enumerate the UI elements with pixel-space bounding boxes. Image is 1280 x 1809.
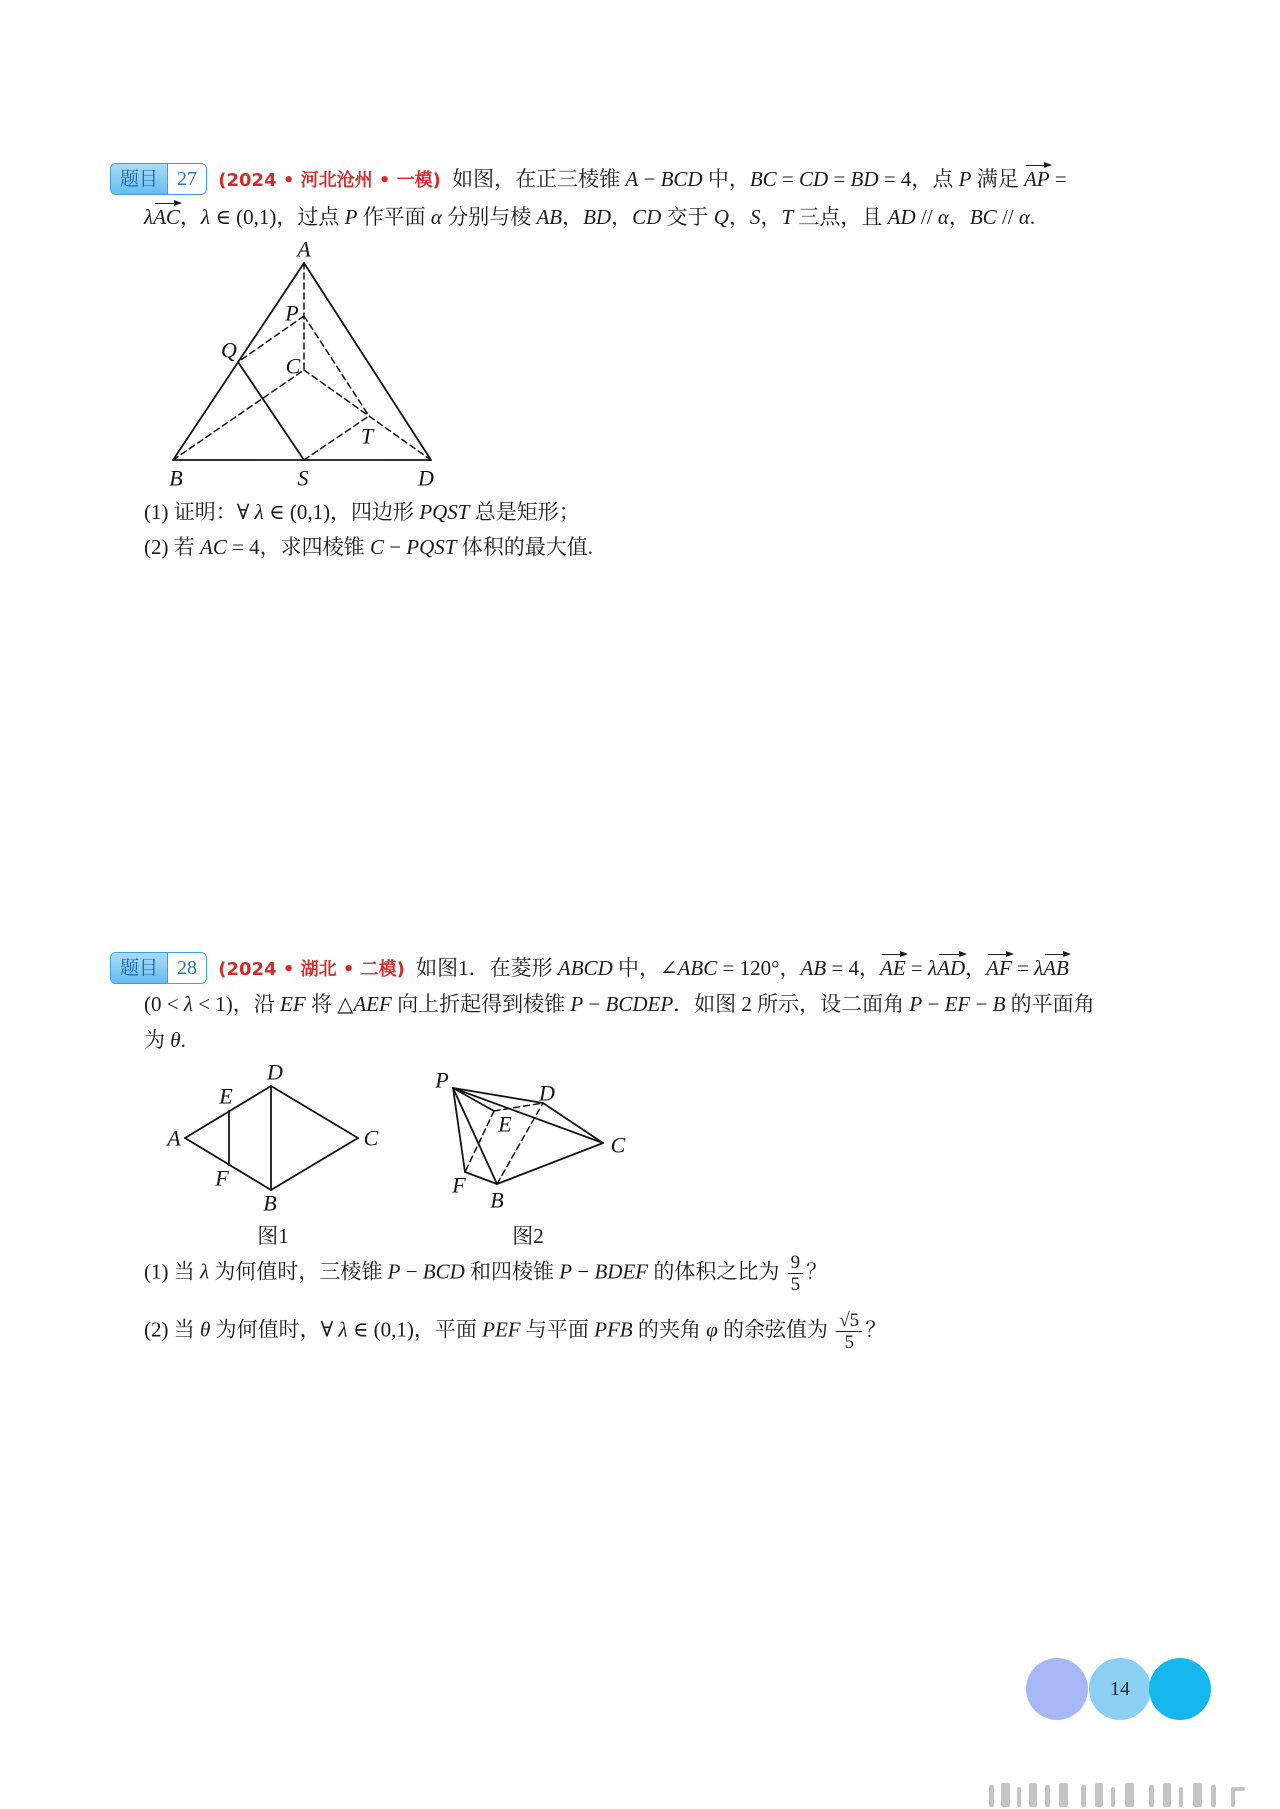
text-run: −	[970, 992, 993, 1016]
math-symbol: BCD	[422, 1259, 465, 1284]
page-number: 14	[1110, 1678, 1130, 1700]
text-run: 将 △	[305, 992, 354, 1016]
figure-2-folded-pyramid	[425, 1060, 640, 1220]
problem-number: 27	[167, 164, 206, 194]
text-run: =	[828, 167, 851, 191]
math-symbol: CD	[632, 205, 662, 229]
point-label-e: E	[498, 1111, 512, 1137]
text-run: (2) 当	[144, 1317, 200, 1342]
text-run: 为何值时，三棱锥	[209, 1259, 388, 1284]
problem-28-statement-line-3	[144, 1022, 1180, 1058]
math-symbol: AD	[887, 205, 916, 229]
math-symbol: EF	[944, 992, 971, 1016]
text-run: −	[572, 1259, 595, 1284]
point-label-f: F	[215, 1165, 229, 1191]
text-run: .	[180, 1028, 186, 1052]
statement-text	[416, 956, 1069, 980]
math-symbol: PEF	[482, 1317, 521, 1342]
text-run: −	[922, 992, 945, 1016]
figure-1-rhombus	[160, 1060, 390, 1220]
text-run: ，	[728, 205, 750, 229]
vertex-label-b: B	[490, 1187, 504, 1213]
figure-1-caption: 图1	[257, 1224, 289, 1248]
math-symbol: C	[369, 535, 384, 559]
math-symbol: ABC	[677, 956, 718, 980]
text-run: ，	[760, 205, 782, 229]
math-symbol: BDEF	[594, 1259, 649, 1284]
edge-ef	[465, 1111, 494, 1172]
text-run: (2) 若	[144, 535, 200, 559]
math-symbol: α	[430, 205, 442, 229]
math-symbol: BC	[969, 205, 997, 229]
text-run: ，	[611, 205, 633, 229]
math-symbol: λ	[254, 500, 264, 524]
text-run: 交于	[661, 205, 714, 229]
edge-bc	[173, 370, 304, 460]
problem-28-statement-line-2	[144, 986, 1180, 1022]
text-run: 满足	[971, 167, 1024, 191]
point-label-t: T	[360, 423, 374, 449]
vector-symbol: AC	[153, 202, 180, 230]
fraction-numerator: 9	[788, 1252, 804, 1274]
problem-source: (2024 • 湖北 • 二模)	[218, 959, 405, 980]
math-symbol: P	[909, 992, 923, 1016]
vector-symbol: AF	[986, 953, 1012, 981]
edge-cb	[271, 1138, 358, 1190]
text-run: //	[996, 205, 1019, 229]
problem-27-question-2	[144, 529, 1180, 565]
text-run: 如图，在正三棱锥	[452, 167, 626, 191]
math-symbol: T	[781, 205, 794, 229]
vertex-label-c: C	[363, 1125, 379, 1151]
text-run: 总是矩形；	[469, 500, 580, 524]
text-run: < 1)，沿	[192, 992, 281, 1016]
edge-ed	[494, 1103, 543, 1111]
text-run: 的夹角	[632, 1317, 707, 1342]
vector-symbol: AD	[937, 953, 965, 981]
math-symbol: λ	[200, 1259, 210, 1284]
segment-pt	[304, 316, 369, 416]
math-symbol: AEF	[353, 992, 392, 1016]
text-run: (1) 当	[144, 1259, 200, 1284]
text-run: 中，	[702, 167, 750, 191]
math-symbol: BD	[583, 205, 612, 229]
text-run: 和四棱锥	[464, 1259, 560, 1284]
text-run: ∈ (0,1)，四边形	[263, 500, 420, 524]
math-symbol: α	[1018, 205, 1030, 229]
text-run: 与平面	[520, 1317, 595, 1342]
problem-badge	[110, 163, 207, 195]
text-run: ，	[965, 956, 987, 980]
statement-text	[452, 167, 1067, 191]
text-run: 的体积之比为	[648, 1259, 785, 1284]
text-run: =	[1011, 956, 1035, 980]
math-symbol: λ	[928, 956, 938, 980]
vector-symbol: AE	[880, 953, 906, 981]
vertex-label-a: A	[297, 236, 311, 262]
math-symbol: B	[992, 992, 1006, 1016]
math-symbol: P	[344, 205, 358, 229]
text-run: −	[383, 535, 407, 559]
text-run: ？	[806, 1259, 828, 1284]
problem-badge	[110, 952, 207, 984]
math-symbol: λ	[1034, 956, 1044, 980]
bottom-watermark-marks	[985, 1779, 1255, 1809]
problem-28-statement-line-1	[110, 950, 1180, 988]
text-run: ．如图 2 所示，设二面角	[673, 992, 910, 1016]
text-run: =	[905, 956, 929, 980]
edge-dc	[543, 1103, 603, 1143]
math-symbol: AB	[536, 205, 563, 229]
math-symbol: PQST	[419, 500, 470, 524]
page-number-circle-right	[1149, 1658, 1211, 1720]
badge-label: 题目	[111, 164, 167, 194]
figure-2-caption: 图2	[512, 1224, 544, 1248]
fraction	[836, 1310, 862, 1354]
math-symbol: A	[625, 167, 639, 191]
vertex-label-c: C	[610, 1132, 626, 1158]
text-run: = 4，	[826, 956, 881, 980]
text-run: = 4，点	[878, 167, 959, 191]
math-symbol: PFB	[594, 1317, 633, 1342]
vertex-label-d: D	[539, 1080, 555, 1106]
text-run: //	[915, 205, 938, 229]
text-run: 的余弦值为	[717, 1317, 834, 1342]
badge-label: 题目	[111, 953, 167, 983]
vector-symbol: AP	[1024, 164, 1050, 192]
text-run: 为	[144, 1028, 171, 1052]
text-run: 分别与棱	[441, 205, 537, 229]
text-run: =	[776, 167, 800, 191]
math-symbol: λ	[338, 1317, 348, 1342]
text-run: 为何值时，∀	[210, 1317, 339, 1342]
page-number-circle-left	[1026, 1658, 1088, 1720]
segment-st	[304, 416, 369, 460]
math-symbol: BCDEP	[605, 992, 674, 1016]
edge-dc	[271, 1086, 358, 1138]
problem-28-question-2	[144, 1310, 1180, 1354]
vertex-label-b: B	[263, 1190, 277, 1216]
text-run: 体积的最大值.	[456, 535, 593, 559]
point-label-q: Q	[221, 337, 237, 363]
text-run: ，	[562, 205, 584, 229]
vertex-label-a: A	[167, 1125, 181, 1151]
math-symbol: BC	[749, 167, 777, 191]
math-symbol: α	[937, 205, 949, 229]
math-symbol: S	[749, 205, 761, 229]
point-label-s: S	[297, 465, 309, 491]
text-run: = 4，求四棱锥	[226, 535, 370, 559]
math-symbol: ABCD	[557, 956, 613, 980]
text-run: 三点，且	[793, 205, 888, 229]
point-label-p: P	[285, 300, 299, 326]
math-symbol: P	[570, 992, 584, 1016]
text-run: = 120°，	[717, 956, 801, 980]
fraction	[788, 1252, 804, 1296]
text-run: =	[1049, 167, 1067, 191]
text-run: ？	[865, 1317, 887, 1342]
point-label-e: E	[219, 1083, 233, 1109]
problem-source: (2024 • 河北沧州 • 一模)	[218, 170, 441, 191]
math-symbol: λ	[144, 205, 154, 229]
math-symbol: P	[387, 1259, 401, 1284]
text-run: −	[583, 992, 606, 1016]
vector-symbol: AB	[1043, 953, 1069, 981]
math-symbol: λ	[183, 992, 193, 1016]
fraction-numerator: √5	[836, 1310, 862, 1332]
problem-number: 28	[167, 953, 206, 983]
vertex-label-c: C	[285, 353, 301, 379]
math-symbol: P	[559, 1259, 573, 1284]
text-run: 作平面	[357, 205, 431, 229]
problem-27-statement-line-1	[110, 161, 1180, 199]
problem-27-question-1	[144, 494, 1180, 530]
vertex-label-p: P	[435, 1067, 449, 1093]
text-run: 向上折起得到棱锥	[391, 992, 571, 1016]
text-run: ∈ (0,1)，过点	[210, 205, 345, 229]
text-run: ，	[179, 205, 201, 229]
vertex-label-b: B	[169, 465, 183, 491]
math-symbol: φ	[706, 1317, 718, 1342]
fraction-denominator: 5	[844, 1332, 854, 1354]
text-run: 如图1．在菱形	[416, 956, 558, 980]
math-symbol: θ	[200, 1317, 211, 1342]
text-run: −	[400, 1259, 423, 1284]
math-symbol: P	[958, 167, 972, 191]
problem-28-question-1	[144, 1252, 1180, 1296]
math-symbol: θ	[170, 1028, 181, 1052]
math-symbol: CD	[799, 167, 829, 191]
math-symbol: λ	[200, 205, 211, 229]
text-run: 的平面角	[1005, 992, 1095, 1016]
text-run: ，	[948, 205, 970, 229]
figure-triangular-pyramid	[150, 230, 460, 495]
point-label-f: F	[452, 1172, 466, 1198]
fraction-denominator: 5	[790, 1274, 801, 1296]
text-run: (0 <	[144, 992, 184, 1016]
text-run: (1) 证明：∀	[144, 500, 255, 524]
math-symbol: EF	[280, 992, 306, 1016]
text-run: 中，∠	[612, 956, 678, 980]
text-run: −	[638, 167, 661, 191]
text-run: .	[1029, 205, 1036, 229]
math-symbol: Q	[713, 205, 729, 229]
vertex-label-d: D	[267, 1059, 283, 1085]
math-symbol: AC	[200, 535, 227, 559]
math-symbol: BD	[850, 167, 879, 191]
math-symbol: BCD	[660, 167, 703, 191]
text-run: ∈ (0,1)，平面	[347, 1317, 483, 1342]
math-symbol: AB	[800, 956, 827, 980]
edge-bc	[497, 1143, 603, 1184]
edge-pc	[453, 1088, 603, 1143]
vertex-label-d: D	[418, 465, 434, 491]
math-symbol: PQST	[406, 535, 457, 559]
